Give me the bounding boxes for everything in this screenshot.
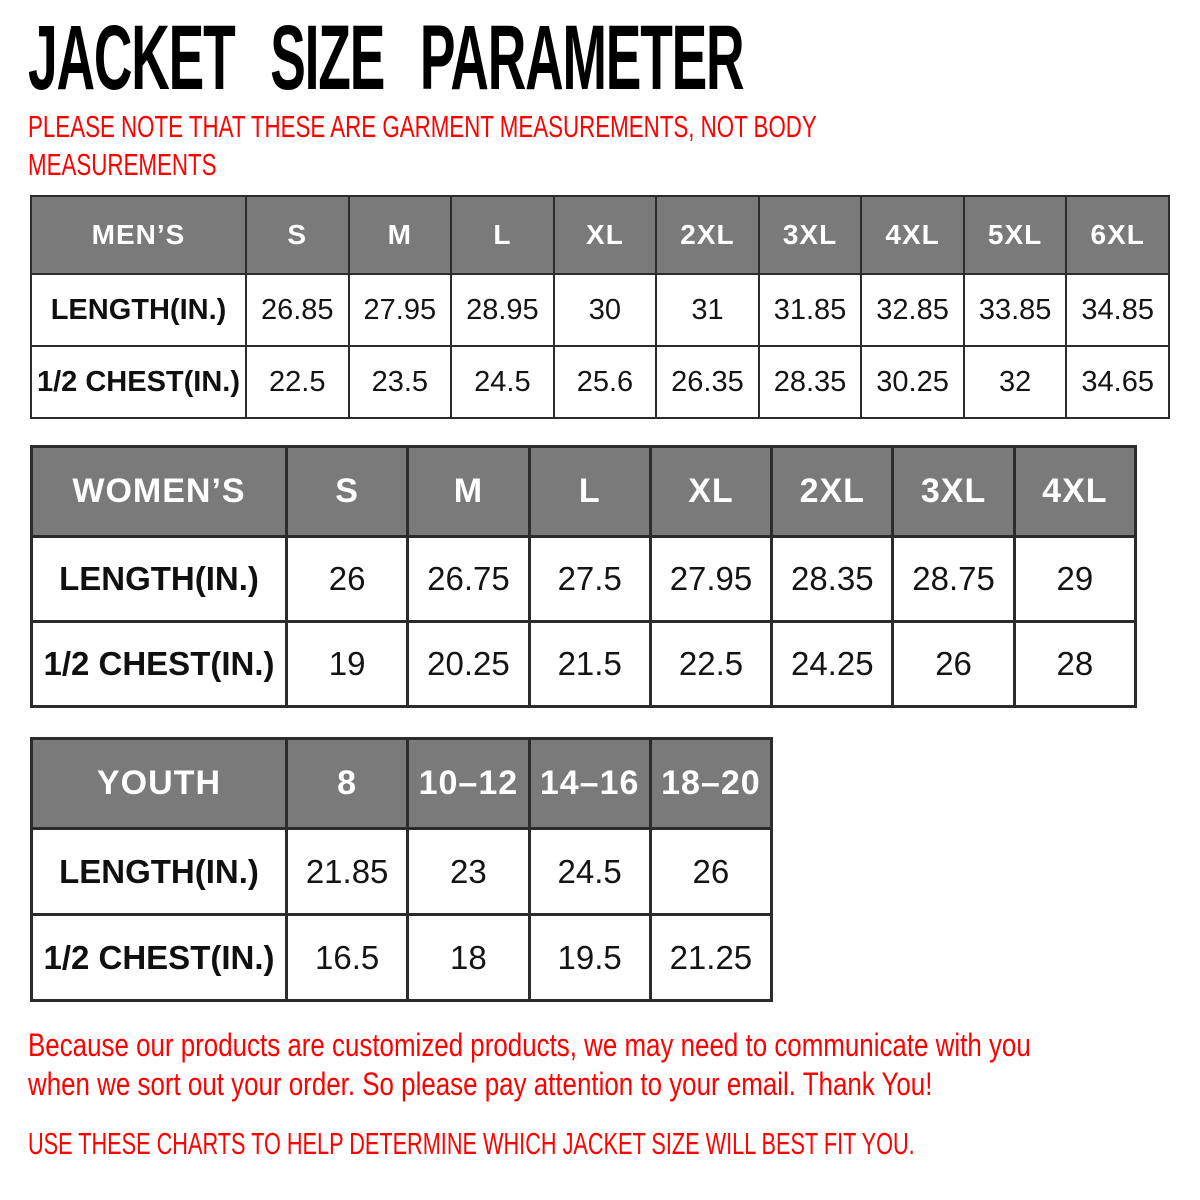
- womens-row-label-1: 1/2 CHEST(IN.): [32, 622, 287, 707]
- mens-table-title: MEN’S: [31, 196, 246, 274]
- note-line-2: MEASUREMENTS: [28, 147, 217, 182]
- womens-value-0-4: 28.35: [772, 537, 893, 622]
- womens-size-header-1: M: [408, 447, 529, 537]
- size-table-womens: [30, 445, 1137, 708]
- youth-value-1-3: 21.25: [650, 915, 771, 1001]
- womens-value-1-4: 24.25: [772, 622, 893, 707]
- womens-row-label-0: LENGTH(IN.): [32, 537, 287, 622]
- mens-value-0-0: 26.85: [246, 274, 349, 346]
- womens-size-header-5: 3XL: [893, 447, 1014, 537]
- mens-size-header-7: 5XL: [964, 196, 1067, 274]
- mens-size-header-3: XL: [554, 196, 657, 274]
- garment-measurement-note: [28, 108, 817, 184]
- youth-value-0-2: 24.5: [529, 829, 650, 915]
- youth-value-1-0: 16.5: [287, 915, 408, 1001]
- mens-value-1-3: 25.6: [554, 346, 657, 418]
- mens-value-1-6: 30.25: [861, 346, 964, 418]
- mens-size-header-1: M: [349, 196, 452, 274]
- womens-value-0-5: 28.75: [893, 537, 1014, 622]
- mens-value-0-7: 33.85: [964, 274, 1067, 346]
- mens-value-1-5: 28.35: [759, 346, 862, 418]
- mens-row-label-1: 1/2 CHEST(IN.): [31, 346, 246, 418]
- womens-value-0-1: 26.75: [408, 537, 529, 622]
- mens-value-0-1: 27.95: [349, 274, 452, 346]
- page-title: JACKET SIZE PARAMETER: [28, 7, 744, 109]
- size-table-mens: [30, 195, 1170, 419]
- womens-value-1-6: 28: [1014, 622, 1135, 707]
- youth-table-title: YOUTH: [32, 739, 287, 829]
- mens-size-header-0: S: [246, 196, 349, 274]
- mens-size-header-4: 2XL: [656, 196, 759, 274]
- youth-row-label-0: LENGTH(IN.): [32, 829, 287, 915]
- mens-value-0-4: 31: [656, 274, 759, 346]
- mens-value-1-7: 32: [964, 346, 1067, 418]
- womens-value-1-1: 20.25: [408, 622, 529, 707]
- womens-value-1-2: 21.5: [529, 622, 650, 707]
- chart-usage-note: USE THESE CHARTS TO HELP DETERMINE WHICH JACKET SIZE WILL BEST FIT YOU.: [28, 1126, 915, 1161]
- note-line-1: PLEASE NOTE THAT THESE ARE GARMENT MEASUREMENTS, NOT BODY: [28, 109, 817, 144]
- womens-value-1-3: 22.5: [650, 622, 771, 707]
- youth-value-0-0: 21.85: [287, 829, 408, 915]
- mens-size-header-6: 4XL: [861, 196, 964, 274]
- mens-value-1-4: 26.35: [656, 346, 759, 418]
- youth-size-header-2: 14–16: [529, 739, 650, 829]
- mens-value-1-2: 24.5: [451, 346, 554, 418]
- womens-value-0-0: 26: [287, 537, 408, 622]
- womens-size-header-3: XL: [650, 447, 771, 537]
- mens-size-header-8: 6XL: [1066, 196, 1169, 274]
- youth-size-header-1: 10–12: [408, 739, 529, 829]
- youth-value-0-3: 26: [650, 829, 771, 915]
- mens-value-1-0: 22.5: [246, 346, 349, 418]
- youth-size-header-3: 18–20: [650, 739, 771, 829]
- womens-size-header-0: S: [287, 447, 408, 537]
- mens-value-1-1: 23.5: [349, 346, 452, 418]
- youth-value-0-1: 23: [408, 829, 529, 915]
- womens-table-title: WOMEN’S: [32, 447, 287, 537]
- youth-size-header-0: 8: [287, 739, 408, 829]
- mens-value-0-5: 31.85: [759, 274, 862, 346]
- youth-value-1-2: 19.5: [529, 915, 650, 1001]
- customization-notice: [28, 1026, 1031, 1104]
- mens-size-header-5: 3XL: [759, 196, 862, 274]
- mens-value-0-8: 34.85: [1066, 274, 1169, 346]
- womens-value-0-3: 27.95: [650, 537, 771, 622]
- youth-row-label-1: 1/2 CHEST(IN.): [32, 915, 287, 1001]
- mens-value-1-8: 34.65: [1066, 346, 1169, 418]
- mens-value-0-6: 32.85: [861, 274, 964, 346]
- customization-notice-line-2: when we sort out your order. So please pay attention to your email. Thank You!: [28, 1066, 933, 1102]
- size-table-youth: [30, 737, 773, 1002]
- womens-value-0-6: 29: [1014, 537, 1135, 622]
- womens-value-1-5: 26: [893, 622, 1014, 707]
- womens-size-header-4: 2XL: [772, 447, 893, 537]
- mens-row-label-0: LENGTH(IN.): [31, 274, 246, 346]
- mens-value-0-2: 28.95: [451, 274, 554, 346]
- youth-value-1-1: 18: [408, 915, 529, 1001]
- mens-size-header-2: L: [451, 196, 554, 274]
- womens-size-header-6: 4XL: [1014, 447, 1135, 537]
- womens-size-header-2: L: [529, 447, 650, 537]
- womens-value-0-2: 27.5: [529, 537, 650, 622]
- mens-value-0-3: 30: [554, 274, 657, 346]
- womens-value-1-0: 19: [287, 622, 408, 707]
- customization-notice-line-1: Because our products are customized products, we may need to communicate with you: [28, 1027, 1031, 1063]
